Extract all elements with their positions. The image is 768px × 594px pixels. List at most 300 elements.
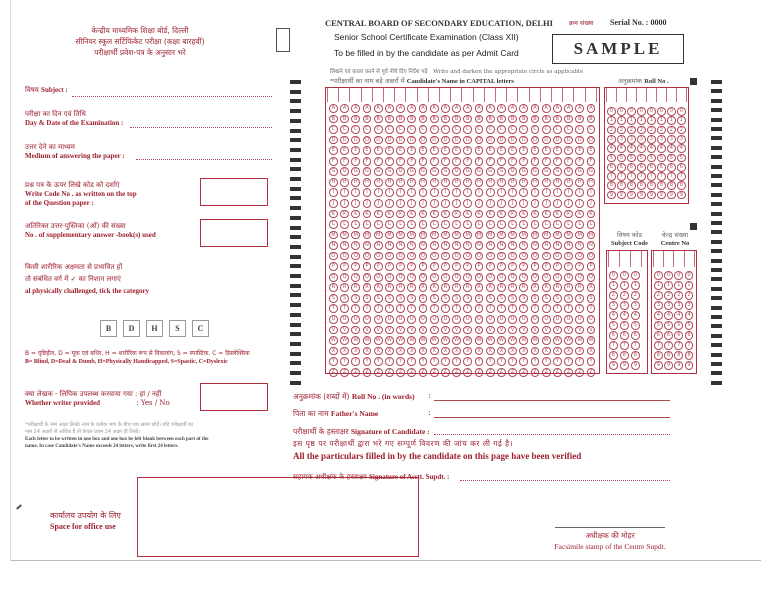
name-bubble[interactable]: U <box>508 315 517 324</box>
name-bubble[interactable]: A <box>441 104 450 113</box>
name-bubble[interactable]: I <box>497 188 506 197</box>
name-bubble[interactable]: S <box>508 294 517 303</box>
name-bubble[interactable]: B <box>519 115 528 124</box>
subject-code-bubble[interactable]: 6 <box>631 331 640 340</box>
name-bubble[interactable]: W <box>521 337 527 344</box>
name-bubble[interactable]: O <box>463 252 472 261</box>
name-bubble[interactable]: R <box>564 283 573 292</box>
name-bubble[interactable]: N <box>508 241 517 250</box>
name-bubble[interactable]: D <box>407 136 416 145</box>
name-bubble[interactable]: H <box>575 178 584 187</box>
name-bubble[interactable]: Y <box>430 357 439 366</box>
name-bubble[interactable]: O <box>452 252 461 261</box>
name-bubble[interactable]: R <box>497 283 506 292</box>
centre-bubble[interactable]: 3 <box>664 301 673 310</box>
name-bubble[interactable]: X <box>419 347 428 356</box>
name-bubble[interactable]: L <box>564 220 573 229</box>
name-bubble[interactable]: A <box>531 104 540 113</box>
name-bubble[interactable]: H <box>475 178 484 187</box>
name-bubble[interactable]: H <box>587 178 596 187</box>
name-bubble[interactable]: N <box>419 241 428 250</box>
name-bubble[interactable]: C <box>419 125 428 134</box>
name-bubble[interactable]: Q <box>542 273 551 282</box>
name-bubble[interactable]: X <box>575 347 584 356</box>
roll-bubble[interactable]: 2 <box>627 126 636 135</box>
centre-bubble[interactable]: 3 <box>654 301 663 310</box>
name-bubble[interactable]: I <box>430 188 439 197</box>
name-bubble[interactable]: C <box>508 125 517 134</box>
centre-bubble[interactable]: 4 <box>664 311 673 320</box>
name-bubble[interactable]: Q <box>508 273 517 282</box>
centre-bubble[interactable]: 3 <box>685 301 694 310</box>
roll-bubble[interactable]: 0 <box>647 107 656 116</box>
roll-bubble[interactable]: 1 <box>617 116 626 125</box>
name-bubble[interactable]: I <box>374 188 383 197</box>
name-bubble[interactable]: Y <box>508 357 517 366</box>
name-bubble[interactable]: Z <box>519 368 528 377</box>
name-bubble[interactable]: H <box>486 178 495 187</box>
name-bubble[interactable]: E <box>340 146 349 155</box>
category-box-c[interactable]: C <box>192 320 209 337</box>
roll-bubble[interactable]: 9 <box>627 191 636 200</box>
name-bubble[interactable]: L <box>519 220 528 229</box>
name-bubble[interactable]: B <box>363 115 372 124</box>
name-bubble[interactable]: P <box>542 262 551 271</box>
name-bubble[interactable]: K <box>497 210 506 219</box>
roll-bubble[interactable]: 8 <box>677 181 686 190</box>
name-bubble[interactable]: A <box>486 104 495 113</box>
name-bubble[interactable]: D <box>363 136 372 145</box>
code-box[interactable] <box>200 178 268 206</box>
name-bubble[interactable]: W <box>342 337 348 344</box>
name-bubble[interactable]: Q <box>430 273 439 282</box>
name-bubble[interactable]: N <box>441 241 450 250</box>
centre-bubble[interactable]: 6 <box>664 331 673 340</box>
name-bubble[interactable]: N <box>475 241 484 250</box>
name-bubble[interactable]: B <box>497 115 506 124</box>
subject-code-bubble[interactable]: 3 <box>609 301 618 310</box>
roll-bubble[interactable]: 4 <box>617 144 626 153</box>
name-bubble[interactable]: K <box>531 210 540 219</box>
roll-bubble[interactable]: 8 <box>657 181 666 190</box>
name-bubble[interactable]: U <box>486 315 495 324</box>
name-bubble[interactable]: F <box>329 157 338 166</box>
name-bubble[interactable]: W <box>554 337 560 344</box>
subject-code-bubble[interactable]: 0 <box>609 271 618 280</box>
name-bubble[interactable]: Z <box>531 368 540 377</box>
name-bubble[interactable]: I <box>564 188 573 197</box>
subject-code-bubble[interactable]: 4 <box>620 311 629 320</box>
name-bubble[interactable]: I <box>441 188 450 197</box>
name-bubble[interactable]: O <box>374 252 383 261</box>
roll-bubble[interactable]: 6 <box>637 163 646 172</box>
name-bubble[interactable]: T <box>441 304 450 313</box>
roll-bubble[interactable]: 4 <box>647 144 656 153</box>
name-bubble[interactable]: J <box>575 199 584 208</box>
name-bubble[interactable]: Y <box>419 357 428 366</box>
name-bubble[interactable]: T <box>396 304 405 313</box>
name-bubble[interactable]: S <box>329 294 338 303</box>
name-bubble[interactable]: V <box>329 326 338 335</box>
date-field[interactable] <box>130 127 272 128</box>
centre-bubble[interactable]: 5 <box>664 321 673 330</box>
name-bubble[interactable]: T <box>531 304 540 313</box>
name-bubble[interactable]: N <box>463 241 472 250</box>
name-bubble[interactable]: M <box>531 231 540 240</box>
name-bubble[interactable]: Q <box>564 273 573 282</box>
name-bubble[interactable]: K <box>396 210 405 219</box>
name-bubble[interactable]: H <box>542 178 551 187</box>
name-bubble[interactable]: Q <box>519 273 528 282</box>
centre-bubble[interactable]: 6 <box>685 331 694 340</box>
name-bubble[interactable]: Y <box>542 357 551 366</box>
name-bubble[interactable]: G <box>396 167 405 176</box>
name-bubble[interactable]: D <box>519 136 528 145</box>
name-bubble[interactable]: X <box>587 347 596 356</box>
name-bubble[interactable]: E <box>430 146 439 155</box>
name-bubble[interactable]: G <box>407 167 416 176</box>
name-bubble[interactable]: A <box>575 104 584 113</box>
name-bubble[interactable]: J <box>396 199 405 208</box>
name-bubble[interactable]: Q <box>396 273 405 282</box>
name-bubble[interactable]: C <box>396 125 405 134</box>
name-bubble[interactable]: J <box>475 199 484 208</box>
name-bubble[interactable]: V <box>385 326 394 335</box>
roll-bubble[interactable]: 6 <box>657 163 666 172</box>
name-bubble[interactable]: W <box>588 337 594 344</box>
name-bubble[interactable]: U <box>542 315 551 324</box>
name-bubble[interactable]: L <box>430 220 439 229</box>
name-bubble[interactable]: L <box>452 220 461 229</box>
name-bubble[interactable]: G <box>564 167 573 176</box>
name-bubble[interactable]: Q <box>351 273 360 282</box>
centre-bubble[interactable]: 4 <box>674 311 683 320</box>
name-bubble[interactable]: I <box>486 188 495 197</box>
name-bubble[interactable]: G <box>452 167 461 176</box>
name-bubble[interactable]: N <box>497 241 506 250</box>
name-bubble[interactable]: F <box>542 157 551 166</box>
name-bubble[interactable]: G <box>519 167 528 176</box>
roll-bubble[interactable]: 8 <box>617 181 626 190</box>
name-bubble[interactable]: E <box>363 146 372 155</box>
name-bubble[interactable]: P <box>385 262 394 271</box>
name-bubble[interactable]: D <box>340 136 349 145</box>
name-bubble[interactable]: E <box>531 146 540 155</box>
name-bubble[interactable]: M <box>587 231 596 240</box>
name-bubble[interactable]: V <box>542 326 551 335</box>
name-bubble[interactable]: H <box>385 178 394 187</box>
name-bubble[interactable]: Y <box>497 357 506 366</box>
name-bubble[interactable]: F <box>531 157 540 166</box>
name-bubble[interactable]: V <box>340 326 349 335</box>
centre-bubble[interactable]: 6 <box>674 331 683 340</box>
name-bubble[interactable]: Y <box>351 357 360 366</box>
name-bubble[interactable]: Z <box>463 368 472 377</box>
name-bubble[interactable]: S <box>542 294 551 303</box>
name-bubble[interactable]: I <box>396 188 405 197</box>
name-bubble[interactable]: I <box>531 188 540 197</box>
name-bubble[interactable]: D <box>463 136 472 145</box>
name-bubble[interactable]: I <box>340 188 349 197</box>
name-bubble[interactable]: T <box>486 304 495 313</box>
subject-code-bubble[interactable]: 2 <box>620 291 629 300</box>
name-bubble[interactable]: A <box>430 104 439 113</box>
name-bubble[interactable]: H <box>340 178 349 187</box>
name-bubble[interactable]: J <box>486 199 495 208</box>
name-bubble[interactable]: T <box>385 304 394 313</box>
name-bubble[interactable]: T <box>463 304 472 313</box>
name-bubble[interactable]: V <box>587 326 596 335</box>
name-bubble[interactable]: C <box>351 125 360 134</box>
name-bubble[interactable]: R <box>407 283 416 292</box>
name-bubble[interactable]: K <box>441 210 450 219</box>
name-bubble[interactable]: F <box>519 157 528 166</box>
name-bubble[interactable]: N <box>396 241 405 250</box>
centre-bubble[interactable]: 4 <box>654 311 663 320</box>
name-bubble[interactable]: D <box>419 136 428 145</box>
name-bubble[interactable]: M <box>385 231 394 240</box>
name-bubble[interactable]: K <box>508 210 517 219</box>
name-bubble[interactable]: V <box>497 326 506 335</box>
name-bubble[interactable]: F <box>508 157 517 166</box>
name-bubble[interactable]: C <box>340 125 349 134</box>
name-bubble[interactable]: K <box>385 210 394 219</box>
name-bubble[interactable]: W <box>398 337 404 344</box>
name-bubble[interactable]: T <box>553 304 562 313</box>
name-bubble[interactable]: A <box>508 104 517 113</box>
roll-bubble[interactable]: 1 <box>627 116 636 125</box>
name-bubble[interactable]: M <box>575 231 584 240</box>
name-bubble[interactable]: Y <box>463 357 472 366</box>
name-bubble[interactable]: W <box>409 337 415 344</box>
name-bubble[interactable]: Y <box>385 357 394 366</box>
name-bubble[interactable]: I <box>587 188 596 197</box>
name-bubble[interactable]: Q <box>441 273 450 282</box>
name-bubble[interactable]: Z <box>340 368 349 377</box>
name-bubble[interactable]: J <box>441 199 450 208</box>
name-bubble[interactable]: E <box>564 146 573 155</box>
rollwords-field[interactable] <box>434 400 670 401</box>
name-bubble[interactable]: G <box>363 167 372 176</box>
name-bubble[interactable]: Q <box>374 273 383 282</box>
name-bubble[interactable]: L <box>419 220 428 229</box>
name-bubble[interactable]: G <box>531 167 540 176</box>
name-bubble[interactable]: E <box>486 146 495 155</box>
name-bubble[interactable]: P <box>475 262 484 271</box>
name-bubble[interactable]: F <box>441 157 450 166</box>
roll-bubble[interactable]: 1 <box>647 116 656 125</box>
name-bubble[interactable]: D <box>497 136 506 145</box>
name-bubble[interactable]: V <box>508 326 517 335</box>
subject-code-bubble[interactable]: 3 <box>631 301 640 310</box>
name-bubble[interactable]: W <box>498 337 504 344</box>
centre-bubble[interactable]: 9 <box>664 361 673 370</box>
name-bubble[interactable]: J <box>430 199 439 208</box>
name-bubble[interactable]: W <box>510 337 516 344</box>
roll-bubble[interactable]: 2 <box>617 126 626 135</box>
centre-bubble[interactable]: 0 <box>685 271 694 280</box>
name-bubble[interactable]: Z <box>351 368 360 377</box>
name-bubble[interactable]: Y <box>564 357 573 366</box>
name-bubble[interactable]: Y <box>329 357 338 366</box>
name-bubble[interactable]: E <box>463 146 472 155</box>
name-bubble[interactable]: A <box>553 104 562 113</box>
roll-bubble[interactable]: 1 <box>677 116 686 125</box>
name-bubble[interactable]: U <box>351 315 360 324</box>
name-bubble[interactable]: I <box>329 188 338 197</box>
subject-code-bubble[interactable]: 7 <box>609 341 618 350</box>
name-bubble[interactable]: Z <box>452 368 461 377</box>
name-bubble[interactable]: I <box>407 188 416 197</box>
name-bubble[interactable]: A <box>419 104 428 113</box>
name-bubble[interactable]: G <box>587 167 596 176</box>
roll-bubble[interactable]: 9 <box>637 191 646 200</box>
name-bubble[interactable]: L <box>497 220 506 229</box>
name-bubble[interactable]: W <box>487 337 493 344</box>
name-bubble[interactable]: J <box>463 199 472 208</box>
name-bubble[interactable]: I <box>385 188 394 197</box>
name-bubble[interactable]: X <box>351 347 360 356</box>
name-bubble[interactable]: E <box>452 146 461 155</box>
name-bubble[interactable]: O <box>430 252 439 261</box>
category-box-s[interactable]: S <box>169 320 186 337</box>
name-bubble[interactable]: E <box>519 146 528 155</box>
name-bubble[interactable]: O <box>542 252 551 261</box>
name-bubble[interactable]: N <box>452 241 461 250</box>
name-bubble[interactable]: P <box>486 262 495 271</box>
name-bubble[interactable]: A <box>363 104 372 113</box>
name-bubble[interactable]: T <box>329 304 338 313</box>
name-bubble[interactable]: V <box>531 326 540 335</box>
name-bubble[interactable]: D <box>452 136 461 145</box>
subject-code-bubble[interactable]: 1 <box>631 281 640 290</box>
name-bubble[interactable]: V <box>363 326 372 335</box>
name-bubble[interactable]: M <box>419 231 428 240</box>
name-bubble[interactable]: V <box>374 326 383 335</box>
name-bubble[interactable]: S <box>575 294 584 303</box>
centre-bubble[interactable]: 1 <box>674 281 683 290</box>
name-bubble[interactable]: T <box>363 304 372 313</box>
name-bubble[interactable]: B <box>564 115 573 124</box>
name-bubble[interactable]: R <box>363 283 372 292</box>
name-bubble[interactable]: Q <box>329 273 338 282</box>
name-bubble[interactable]: F <box>374 157 383 166</box>
roll-bubble[interactable]: 8 <box>647 181 656 190</box>
subject-code-bubble[interactable]: 1 <box>620 281 629 290</box>
centre-bubble[interactable]: 3 <box>674 301 683 310</box>
name-bubble[interactable]: W <box>330 337 336 344</box>
name-bubble[interactable]: S <box>351 294 360 303</box>
name-bubble[interactable]: T <box>351 304 360 313</box>
name-bubble[interactable]: F <box>385 157 394 166</box>
father-field[interactable] <box>434 417 670 418</box>
name-bubble[interactable]: M <box>441 231 450 240</box>
roll-bubble[interactable]: 4 <box>627 144 636 153</box>
name-bubble[interactable]: X <box>531 347 540 356</box>
centre-bubble[interactable]: 8 <box>674 351 683 360</box>
name-bubble[interactable]: W <box>431 337 437 344</box>
name-bubble[interactable]: H <box>419 178 428 187</box>
name-bubble[interactable]: L <box>575 220 584 229</box>
name-bubble[interactable]: G <box>463 167 472 176</box>
category-box-d[interactable]: D <box>123 320 140 337</box>
subject-code-bubble[interactable]: 5 <box>620 321 629 330</box>
name-bubble[interactable]: S <box>463 294 472 303</box>
name-bubble[interactable]: Y <box>452 357 461 366</box>
name-bubble[interactable]: D <box>329 136 338 145</box>
centre-bubble[interactable]: 2 <box>664 291 673 300</box>
name-bubble[interactable]: M <box>329 231 338 240</box>
name-bubble[interactable]: J <box>508 199 517 208</box>
name-bubble[interactable]: A <box>463 104 472 113</box>
name-bubble[interactable]: Q <box>531 273 540 282</box>
roll-bubble[interactable]: 0 <box>667 107 676 116</box>
roll-bubble[interactable]: 3 <box>627 135 636 144</box>
roll-bubble[interactable]: 2 <box>647 126 656 135</box>
roll-bubble[interactable]: 4 <box>677 144 686 153</box>
name-bubble[interactable]: T <box>564 304 573 313</box>
name-bubble[interactable]: C <box>475 125 484 134</box>
name-bubble[interactable]: T <box>575 304 584 313</box>
name-bubble[interactable]: L <box>441 220 450 229</box>
name-bubble[interactable]: T <box>340 304 349 313</box>
name-bubble[interactable]: M <box>508 231 517 240</box>
subject-code-bubble[interactable]: 8 <box>631 351 640 360</box>
roll-bubble[interactable]: 3 <box>667 135 676 144</box>
name-bubble[interactable]: P <box>564 262 573 271</box>
name-bubble[interactable]: L <box>553 220 562 229</box>
name-bubble[interactable]: U <box>407 315 416 324</box>
roll-bubble[interactable]: 7 <box>667 172 676 181</box>
roll-bubble[interactable]: 4 <box>657 144 666 153</box>
name-bubble[interactable]: N <box>407 241 416 250</box>
roll-bubble[interactable]: 1 <box>667 116 676 125</box>
name-bubble[interactable]: Z <box>553 368 562 377</box>
name-bubble[interactable]: C <box>329 125 338 134</box>
roll-bubble[interactable]: 3 <box>657 135 666 144</box>
medium-field[interactable] <box>136 159 272 160</box>
name-bubble[interactable]: M <box>374 231 383 240</box>
name-bubble[interactable]: R <box>374 283 383 292</box>
name-bubble[interactable]: K <box>407 210 416 219</box>
name-bubble[interactable]: K <box>430 210 439 219</box>
name-bubble[interactable]: W <box>375 337 381 344</box>
subject-code-bubble[interactable]: 1 <box>609 281 618 290</box>
writer-box[interactable] <box>200 383 268 411</box>
name-bubble[interactable]: O <box>441 252 450 261</box>
name-bubble[interactable]: H <box>363 178 372 187</box>
name-bubble[interactable]: V <box>430 326 439 335</box>
roll-bubble[interactable]: 9 <box>677 191 686 200</box>
name-bubble[interactable]: I <box>419 188 428 197</box>
name-bubble[interactable]: K <box>329 210 338 219</box>
name-bubble[interactable]: B <box>508 115 517 124</box>
name-bubble[interactable]: J <box>340 199 349 208</box>
roll-bubble[interactable]: 1 <box>657 116 666 125</box>
name-bubble[interactable]: Y <box>486 357 495 366</box>
name-bubble[interactable]: M <box>463 231 472 240</box>
name-bubble[interactable]: I <box>351 188 360 197</box>
subject-code-bubble[interactable]: 5 <box>631 321 640 330</box>
name-bubble[interactable]: E <box>475 146 484 155</box>
name-bubble[interactable]: X <box>340 347 349 356</box>
name-bubble[interactable]: X <box>553 347 562 356</box>
name-bubble[interactable]: M <box>363 231 372 240</box>
name-bubble[interactable]: D <box>396 136 405 145</box>
name-bubble[interactable]: U <box>374 315 383 324</box>
roll-bubble[interactable]: 0 <box>657 107 666 116</box>
centre-bubble[interactable]: 2 <box>674 291 683 300</box>
